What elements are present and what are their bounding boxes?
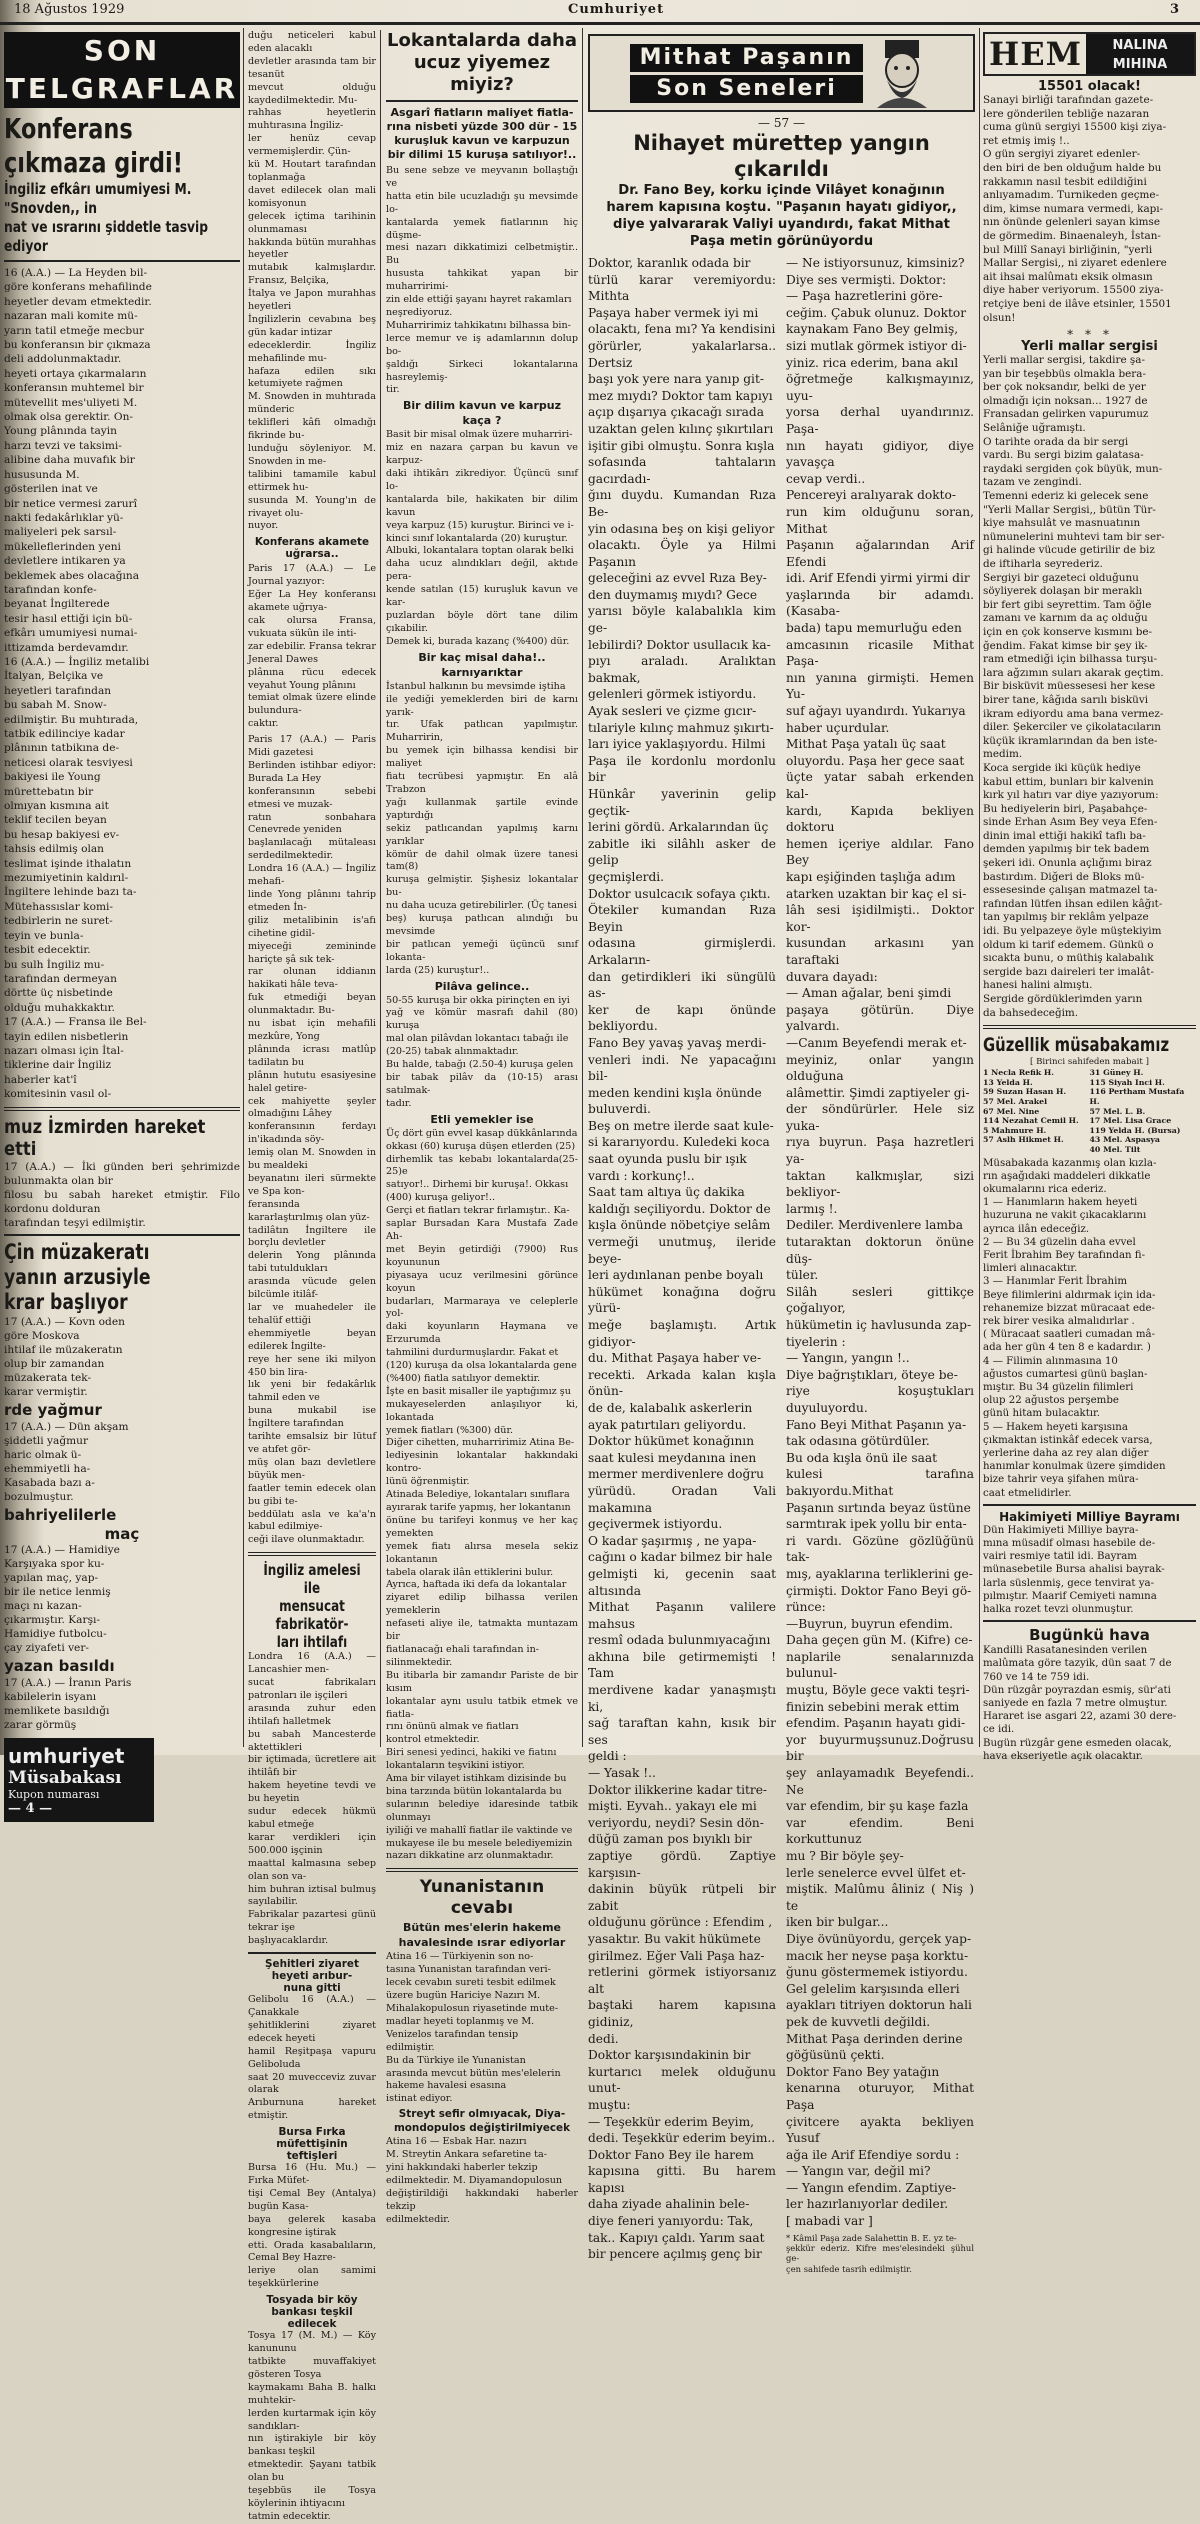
coupon-box <box>4 1738 154 1822</box>
article-body: Yerli mallar sergisi, takdire şa- yan bir teşebbüs olmakla bera- ber çok noksandır, belki de yer olmadığı için noksan... 1927 de Fransadan gelirken vapurumuz Selâniğe uğramıştı. O tarihte orada da bir sergi vardı. Bu sergi bizim galatasa- raydaki sergiden çok büyük, mun- tazam ve zengindi. Temenni ederiz ki gelecek sene "Yerli Mallar Sergisi,, bütün Tür- kiye mahsulât ve masnuatının nümunelerini muhtevi tam bir ser- gi halinde vücude getirilir de biz de iftiharla seyrederiz. Sergiyi bir gazeteci olduğunu söyliyerek dolaşan bir meraklı bir fert gibi seyrettim. Tam öğle zamanı ve karnım da aç olduğu için en çok konserve kısmını be- ğendim. Fakat kimse bir şey ik- ram etmediği için bilhassa turşu- lara ağzımın suları akarak geçtim. Bir bisküvit müessesesi her kese birer tane, kâğıda sarılı bisküvi ikram ediyordu ama bana vermez- diler. Şekerciler ve çikolatacıların küçük ikramlarından da ben iste- medim. Koca sergide iki küçük hediye kabul ettim, bunları bir kalvenin kırk yıl hatırı var diye yazıyorum: Bu hediyelerin biri, Paşabahçe- sinde Erhan Asım Bey veya Efen- dinin imal ettiği hakikî taflı ba- demden yapılmış bir tek badem şekeri idi. Onunla açlığımı biraz bastırdım. Diğeri de Bloks mü- essesesinde çalışan matmazel ta- rafından lütfen ihsan edilen kâğıt- tan yapılmış bir reklâm yelpaze idi. Bu yelpazeye öyle müştekiyim oldum ki tarif edemem. Günkü o sıcakta bunu, o müthiş kalabalık sergide bazı daireleri ter imalât- hanesi halini almıştı. Sergide gördüklerimden yarın da bahsedeceğim. <box>983 354 1165 1019</box>
article-body: Atina 16 — Türkiyenin son no- tasına Yunanistan tarafından veri- lecek cevabın sureti tesbit edilmek üzere bugün Hariciye Nazırı M. Mihalakopulosun riyasetinde mute- madlar heyeti toplanmış ve M. Venizelos tarafından tensip edilmiştir. Bu da Türkiye ile Yunanistan arasında mevcut bütün mes'elelerin hakeme havalesi esasına istinat ediyor. <box>386 1951 561 2105</box>
article-body: Üç dört gün evvel kasap dükkânlarında okkası (60) kuruşa düşen etlerden (25) dirhemlik tas kebabı lokantalarda(25-25)e satıyor!.. Dirhemi bir kuruşa!. Okkası (400) kuruşa geliyor!.. Gerçi et fiatları tekrar fırlamıştır.. Ka- saplar Bursadan Kara Mustafa Zade Ah- met Beyin getirdiği (7900) Rus koyununun piyasaya ucuz verilmesini görünce koyun budarları, Marmaraya ve celeplerle yol- daki koyunların Haymana ve Erzurumda tahmilini durdurmuşlardır. Fakat et (120) kuruşa da olsa lokantalarda gene (%400) fiatla satılıyor demektir. İşte en basit misaller ile yaptığımız şu mukayeselerden anlaşılıyor ki, lokantada yemek fiatları (%300) dür. Diğer cihetten, muharririmiz Atina Be- lediyesinin lokantalar hakkındaki kontro- lünü öğrenmiştir. Atinada Belediye, lokantaları sınıflara ayırarak tarife yapmış, her lokantanın önüne bu tarifeyi konmuş ve her kaç yemekten yemek fiatı alırsa mesela sekiz lokantanın tabela olarak ilân ettiklerini bulur. Ayrıca, haftada iki defa da lokantalar ziyaret edilip bilhassa verilen yemeklerin nefaseti aliye ile, tatmakta muntazam bir fiatlanacağı ehali tarafından in- silinmektedir. Bu itibarla bir zamandır Pariste de bir kısım lokantalar aynı usulu tatbik etmek ve fiatla- rını önünü almak ve fiatları kontrol etmektedir. Biri senesi yedinci, hakiki ve fiatını lokantaların teşvikini istiyor. Ama bir vilayet istihkam dizisinde bu bina tarzında bütün lokantalarda bu sularının belediye idaresinde tatbik olunmayı iyiliği ve mahallî fiatlar ile vaktinde ve mukayese ile bu mesele belediyemizin nazarı dikkatine arz olunmaktadır. <box>386 1127 578 1862</box>
subhead: nuna gitti <box>283 1982 341 1995</box>
divider <box>4 260 240 262</box>
contest-entry: 57 Aslh Hikmet H. <box>983 1135 1064 1145</box>
issue-date: 18 Ağustos 1929 <box>14 2 125 17</box>
headline: Konferans çıkmaza girdi! <box>4 112 183 179</box>
divider <box>248 1552 376 1556</box>
separator-stars: ∗ ∗ ∗ <box>1065 325 1114 340</box>
subhead: Etli yemekler ise <box>430 1112 534 1126</box>
page-number: 3 <box>1170 2 1180 17</box>
article-body: 17 (A.A.) — Dün akşam şiddetli yağmur haric olmak ü- ehemmiyetli ha- Kasabada bazı a- bozulmuştur. <box>4 1420 129 1503</box>
article-body: Müsabakada kazanmış olan kızla- rın aşağıdaki maddeleri dikkatle okumalarını rica ederiz. 1 — Hanımların hakem heyeti huzuruna ne vakit çıkacaklarını ayrıca ilân edeceğiz. 2 — Bu 34 güzelin daha evvel Ferit İbrahim Bey tarafından fi- limleri alınacaktır. 3 — Hanımlar Ferit İbrahim Beye filimlerini aldırmak için ida- rehanemize bizzat müracaat ede- rek birer vesika almalıdırlar . ( Müracaat saatleri cumadan mâ- ada her gün 4 ten 8 e kadardır. ) 4 — Filimin alınmasına 10 ağustos cumartesi günü başlan- mıştır. Bu 34 güzelin filimleri olup 22 ağustos perşembe günü hitam bulacaktır. 5 — Hakem heyeti karşısına çıkmaktan istinkâf edecek varsa, yerlerine daha az rey alan diğer hanımlar konulmak üzere şimdiden bize tahrir veya şifahen müra- caat etmelidirler. <box>983 1157 1166 1499</box>
article-body: — Ne istiyorsunuz, kimsiniz? Diye ses vermişti. Doktor: — Paşa hazretlerini göre- ceğim. Çabuk olunuz. Doktor kaynakam Fano Bey gelmiş, sizi mutlak görmek istiyor di- yiniz. rica ederim, bana akıl öğretmeğe kalkışmayınız, uyu- yorsa derhal uyandırınız. Paşa- nın hayatı gidiyor, diye yavaşça cevap verdi.. Pencereyi aralıyarak dokto- run kim olduğunu soran, Mithat Paşanın ağalarından Arif Efendi idi. Arif Efendi yirmi yirmi dir yaşlarında bir adamdı. (Kasaba- bada) tapu memurluğu eden amcasının ricasile Mithat Paşa- nın yanına girmişti. Hemen Yu- suf ağayı uyandırdı. Yukarıya haber uçurdular. Mithat Paşa yatalı üç saat oluyordu. Paşa her gece saat üçte yatar sabah erkenden kal- kardı, Kapıda bekliyen doktoru hemen içeriye aldılar. Fano Bey kapı eşiğinden taşlığa adım atarken uzaktan bir kaç el si- lâh sesi işidilmişti.. Doktor kor- kusundan arkasını yan taraftaki duvara dayadı: — Aman ağalar, beni şimdi paşaya götürün. Diye yalvardı. —Canım Beyefendi merak et- meyiniz, onlar yangın olduğuna alâmettir. Şimdi zaptiyeler gi- der söndürürler. Hele siz yuka- rıya buyrun. Paşa hazretleri ya- taktan kalkmışlar, sizi bekliyor- larmış !. Dediler. Merdivenlere lamba tutaraktan doktorun önüne düş- tüler. Silâh sesleri gittikçe çoğalıyor, hükümetin iç havlusunda zap- tiyelerin : — Yangın, yangın !.. Diye bağrıştıkları, öteye be- riye koşuştukları duyuluyordu. Fano Beyi Mithat Paşanın ya- tak odasına götürdüler. Bu oda kışla önü ile saat kulesi tarafına bakıyordu.Mithat Paşanın sırtında beyaz üstüne sarmtırak ipek yollu bir enta- ri vardı. Gözüne gözlüğünü tak- mış, ayaklarına terliklerini ge- çirmişti. Doktor Fano Beyi gö- rünce: —Buyrun, buyrun efendim. Daha geçen gün M. (Kifre) ce- naplarile senalarınızda bulunul- muştu, Böyle gece vakti teşri- finizin sebebini merak ettim efendim. Paşanın hayatı gidi- yor buyurmuşsunuz.Doğrusu bir şey anlayamadık Beyefendi.. Ne var efendim, bir şu kaşe fazla var efendim. Beni korkuttunuz mu ? Bir böyle şey- lerle senelerce evvel ülfet et- miştik. Malûmu âliniz ( Niş ) te iken bir bulgar... Diye övünüyordu, gerçek yap- macık her neyse paşa korktu- ğunu göstermemek istiyordu. Gel gelelim karşısında elleri ayakları titriyen doktorun hali pek de kuvvetli değildi. Mithat Paşa derinden derine göğüsünü çekti. Doktor Fano Bey yatağın kenarına oturuyor, Mithat Paşa çivitcere ayakta bekliyen Yusuf ağa ile Arif Efendiye sordu : — Yangın var, değil mi? — Yangın efendim. Zaptiye- ler hazırlanıyorlar dediler. [ mabadi var ] <box>786 256 974 2229</box>
column-rule <box>243 28 244 1747</box>
article-body: Paris 17 (A.A.) — Paris Midi gazetesi Berlinden istihbar ediyor: Burada La Hey konferansının sebebi etmesi ve muzak- ratın sonbahara Cenevrede yeniden başlanılacağı mütaleası serdedilmektedir. Londra 16 (A.A.) — İngiliz mehafi- linde Yong plânını tahrip etmeden İn- giliz metalibinin is'afı cihetine gidil- miyeceği zemininde hariçte şâ sık tek- rar olunan iddianın hakikati hâle teva- fuk etmediği beyan olunmaktadır. Bu- nu isbat için mehafili mezkûre, Yong plânında icrası matlûp tadilatın bu plânın hututu esasiyesine halel getire- cek mahiyette şeyler olmadığını Lâhey konferansının ferdayı in'ikadında söy- lemiş olan M. Snowden in bu mealdeki beyanatını ileri sürmekte ve Spa kon- feransında kararlaştırılmış olan yüz- tadilâtın İngiltere ile borçlu devletler delerin Yong plânında tabi tutuldukları arasında vücude gelen bilcümle itilâf- lar ve muahedeler ile tehalüf ettiği ehemmiyetle beyan edilerek İngilte- reye her sene iki milyon 450 bin lira- lık yeni bir fedakârlık tahmil eden ve buna mukabil ise İngiltere tarafından tarihte emsalsiz bir lütuf ve atıfet gör- müş olan bazı devletlere büyük men- faatler temin edecek olan bu gibi te- beddülatı asla ve ka'a'n kabul edilmiye- ceği ilave olunmaktadır. <box>248 734 376 1546</box>
subheadline: kuruşluk kavun ve karpuzun <box>394 134 570 147</box>
subhead: Bir kaç misal daha!.. <box>418 650 546 664</box>
subhead: Şehitleri ziyaret heyeti arıbur- <box>265 1958 359 1983</box>
divider <box>386 1868 578 1872</box>
article-body: Gelibolu 16 (A.A.) — Çanakkale şehitliklerini ziyaret edecek heyeti hamil Reşitpaşa vapuru Geliboluda saat 20 muvecceviz zuvar olarak Arıburnuna hareket etmiştir. <box>248 1994 376 2122</box>
contest-entry: 59 Suzan Hasan H. <box>983 1087 1067 1097</box>
subheadline: bir dilimi 15 kuruşa satılıyor!.. <box>387 148 577 161</box>
masthead-name: Cumhuriyet <box>568 2 665 17</box>
subhead: Streyt sefir olmıyacak, Diya- <box>398 2108 566 2121</box>
contest-entry: 114 Nezahat Cemil H. <box>983 1116 1079 1126</box>
article-body: Londra 16 (A.A.) — Lancashier men- sucat fabrikaları patronları ile işçileri arasında zuhur eden ihtilafı halletmek bu sabah Mancesterde aktettikleri bir içtimada, ücretlere ait ihtilâfı bir hakem heyetine tevdi ve bu heyetin sudur edecek hükmü kabul etmeğe karar verdikleri için 500.000 işçinin maattal kalmasına sebep olan son va- him buhran iztisal bulmuş sayılabilir. Fabrikalar pazartesi günü tekrar işe başlıyacaklardır. <box>248 1651 376 1947</box>
subhead: kaça ? <box>462 414 502 428</box>
portrait-illustration <box>871 38 933 108</box>
serial-title: Mithat Paşanın <box>630 44 864 72</box>
subheadline: nat ve ısrarını şiddetle tasvip ediyor <box>4 218 209 255</box>
headline: krar başlıyor <box>4 1289 128 1314</box>
column-restaurants <box>380 330 578 1747</box>
subhead: 15501 olacak! <box>1038 79 1141 94</box>
subhead: Bugünkü hava <box>1029 1626 1150 1645</box>
installment-number: — 57 — <box>758 116 805 130</box>
column-title: MIHINA <box>1112 57 1168 72</box>
coupon-number: — 4 — <box>8 1800 53 1816</box>
subhead: Hakimiyeti Milliye Bayramı <box>999 1509 1180 1524</box>
serial-title: Son Seneleri <box>630 75 864 103</box>
article-body: Paris 17 (A.A.) — Le Journal yazıyor: Eğer La Hey konferansı akamete uğrıya- cak olursa Fransa, vukuata sükûn ile inti- zar edebilir. Fransa tekrar Jeneral Dawes plânına rücu edecek veyahut Young plânını temiat olmak üzere elinde bulundura- caktır. <box>248 563 376 730</box>
headline: yanın arzusiyle <box>4 1264 151 1289</box>
headline: Çin müzakeratı <box>4 1239 150 1264</box>
article-body: 50-55 kuruşa bir okka pirinçten en iyi yağ ve kömür masrafı dahil (80) kuruşa mal olan pilâvdan lokantacı tabağı ile (20-25) tabak alınmaktadır. Bu halde, tabağı (2.50-4) kuruşa gelen bir tabak pilâv da (10-15) arası satılmak- tadır. <box>386 994 578 1109</box>
article-body: duğu neticeleri kabul eden alacaklı devletler arasında tam bir tesanüt mevcut olduğu kaydedilmektedir. Mu- rahhas heyetlerin muhtırasına İngiliz- ler henüz cevap vermemişlerdir. Çün- kü M. Houtart tarafından toplanmağa davet edilecek olan mali komisyonun gelecek içtima tarihinin olunmaması hakkında bütün murahhas heyetler mutabık kalmışlardır. Fransız, Belçika, İtalya ve Japon murahhas heyetleri İngilizlerin cevabına beş gün kadar intizar edeceklerdir. İngiliz mehafilinde mu- hafaza edilen sıkı ketumiyete rağmen M. Snowden in muhtırada münderic teklifleri kâfi olmadığı fikrinde bu- lunduğu söyleniyor. M. Snowden in me- talibini tamamile kabul ettirmek hu- susunda M. Young'ın de rivayet olu- nuyor. <box>248 30 376 532</box>
headline: rde yağmur <box>4 1400 102 1419</box>
contest-entry: 57 Mel. Arakel <box>983 1096 1048 1106</box>
contest-caption: [ Birinci sahifeden mabait ] <box>1030 1057 1149 1068</box>
subhead: Yerli mallar sergisi <box>1021 339 1158 355</box>
contest-entry: 31 Güney H. <box>1089 1068 1144 1078</box>
subheadline: Asgarî fiatların maliyet fiatla- <box>390 106 574 119</box>
headline: muz İzmirden hareket etti <box>4 1115 206 1160</box>
serial-body <box>588 255 975 2274</box>
contest-entry: 17 Mel. Lisa Grace <box>1089 1116 1172 1126</box>
divider <box>248 1952 376 1954</box>
headline: Güzellik müsabakamız <box>983 1034 1170 1057</box>
headline: mensucat fabrikatör- <box>275 1597 349 1634</box>
article-body: Dün Hakimiyeti Milliye bayra- mına müsadif olması hasebile de- vairi resmiye tatil idi. Bayram münasebetile Bursa ahalisi bayrak- larla süslenmiş, gece tenvirat ya- pılmıştır. Maarif Cemiyeti namına halka rozet tevzi olunmuştur. <box>983 1524 1165 1616</box>
footnote: * Kâmil Paşa zade Salahettin B. E. yz te- şekkür ederiz. Kifre mes'elesindeki şühul ge- çen sahifede tasrih edilmiştir. <box>786 2232 974 2274</box>
headline: ucuz yiyemez miyiz? <box>413 52 551 95</box>
article-body: Kandilli Rasatanesinden verilen malûmata göre tazyik, dün saat 7 de 760 ve 14 te 759 idi. Dün rüzgâr poyrazdan esmiş, sür'ati saniyede en fazla 7 metre olmuştur. Hararet ise asgari 22, azami 30 dere- ce idi. Bugün rüzgâr gene esmeden olacak, hava ekseriyetle açık olacaktır. <box>983 1645 1177 1762</box>
column-serial <box>588 30 975 2274</box>
coupon-title: umhuriyet <box>8 1743 125 1768</box>
column-title: NALINA <box>1112 38 1168 53</box>
column-title-box <box>983 32 1196 76</box>
column-rule <box>979 28 980 1747</box>
contest-entry: 43 Mel. Aspasya <box>1089 1135 1160 1145</box>
subheadline: harem kapısına koştu. "Paşanın hayatı gidiyor,, <box>606 200 957 215</box>
subheadline: Dr. Fano Bey, korku içinde Vilâyet konağının <box>618 183 945 198</box>
contest-list <box>983 1068 1196 1154</box>
subhead: teftişleri <box>286 2150 338 2163</box>
divider <box>4 1107 240 1111</box>
column-right <box>983 30 1196 1762</box>
subhead: Pilâva gelince.. <box>434 979 530 993</box>
subhead: Tosyada bir köy bankası teşkil <box>266 2294 358 2319</box>
subhead: Bursa Fırka müfettişinin <box>276 2126 348 2151</box>
divider <box>983 1620 1196 1622</box>
article-body: Tosya 17 (M. M.) — Köy kanununu tatbikte muvaffakiyet gösteren Tosya kaymakamı Baha B. halkı muhtekir- lerden kurtarmak için köy sandıkları- nın iştirakiyle bir köy bankası teşkil etmektedir. Şayanı tatbik olan bu teşebbüs ile Tosya köylerinin ihtiyacını tatmin edecektir. <box>248 2330 376 2522</box>
article-body: Doktor, karanlık odada bir türlü karar veremiyordu: Mithta Paşaya haber vermek iyi mi olacaktı, fena mı? Ya kendisini görürler, yakalarlarsa.. Dertsiz başı yok yere nara yanıp git- mez mıydı? Doktor tam kapıyı açıp dışarıya çıkacağı sırada uzaktan gelen kılınç şıkırtıları işitir gibi olmuştu. Sonra kışla sofasında tahtaların gacırdadı- ğını duydu. Kumandan Rıza Be- yin odasına beş on kişi geliyor olacaktı. Öyle ya Hilmi Paşanın geleceğini az evvel Rıza Bey- den duymamış mıydı? Gece yarısı böyle kalabalıkla kim ge- lebilirdi? Doktor usullacık ka- pıyı araladı. Aralıktan bakmak, gelenleri görmek istiyordu. Ayak sesleri ve çizme gıcır- tılariyle kılınç mahmuz şıkırtı- ları iyice yaklaşıyordu. Hilmi Paşa ile kordonlu mordonlu bir Hünkâr yaverinin gelip geçtik- lerini gördü. Arkalarından üç zabitle iki silâhlı asker de gelip geçmişlerdi. Doktor usulcacık sofaya çıktı. Ötekiler kumandan Rıza Beyin odasına girmişlerdi. Arkaların- dan getirdikleri iki süngülü as- ker de kapı önünde bekliyordu. Fano Bey yavaş yavaş merdi- venleri indi. Ne yapacağını bil- meden kendini kışla önünde buluverdi. Beş on metre ilerde saat kule- si kararıyordu. Kuledeki koca saat oyunda puslu bir ışık vardı : korkunç!.. Saat tam altıya üç dakika kaldığı seçiliyordu. Doktor de kışla önünde nöbetçiye selâm vermeği unutmuş, ileride beye- leri aydınlanan penbe boyalı hükümet konağına doğru yürü- meğe başlamıştı. Artık gidiyor- du. Mithat Paşaya haber ve- recekti. Arkada kalan kışla önün- de de, kalabalık askerlerin ayak patırtıları geliyordu. Doktor hükümet konağının saat kulesi meydanına inen mermer merdivenlere doğru yürüdü. Oradan Vali makamına geçivermek istiyordu. O kadar şaşırmış , ne yapa- cağını o kadar bilmez bir hale gelmişti ki, gecenin saat altısında Mithat Paşanın valilere mahsus resmî odada bulunmıyacağını akhına bile getirmemişti ! Tam merdivene kadar yanaşmıştı ki, sağ taraftan kahn, kısık bir ses geldi : — Yasak !.. Doktor ilikkerine kadar titre- mişti. Eyvah.. yakayı ele mi veriyordu, neydi? Sesin dön- düğü zaman pos bıyıklı bir zaptiye gördü. Zaptiye karşısın- dakinin büyük rütpeli bir zabit olduğunu görünce : Efendim , yasaktır. Bu vakit hükümete girilmez. Eğer Vali Paşa haz- retlerini görmek istiyorsanız alt baştaki harem kapısına gidiniz, dedi. Doktor karşısındakinin bir kurtarıcı melek olduğunu unut- muştu: — Teşekkür ederim Beyim, dedi. Teşekkür ederim beyim.. Doktor Fano Bey ile harem kapısına gitti. Bu harem kapısı daha ziyade ahalinin bele- diye feneri yanıyordu: Tak, tak.. Kapıyı çaldı. Yarım saat bir pencere açılmış genç bir <box>588 256 776 2262</box>
article-body: 17 (A.A.) — İki günden beri şehrimizde bulunmakta olan bir filosu bu sabah hareket etmiştir. Filo kordonu dolduran tarafından teşyi edilmiştir. <box>4 1160 240 1229</box>
coupon-label: Kupon numarası <box>8 1787 100 1801</box>
subhead: mondopulos değiştirilmiyecek <box>393 2122 571 2135</box>
article-body: 16 (A.A.) — La Heyden bil- göre konferans mehafilinde heyetler devam etmektedir. nazaran mali komite mü- yarın tatil etmeğe mecbur bu konferansın bir çıkmaza deli addolunmaktadır. heyeti ortaya çıkarmaların konferansın muhtemel bir mütevellit mes'uliyeti M. olmak olsa gerektir. On- Young plânında tayin harzı tevzi ve taksimi- alibine daha muvafık bir hususunda M. gösterilen inat ve bir netice vermesi zarurî nakti fedakârlıklar yü- maliyeleri pek sarsıl- mükelleflerinden yeni devletlere intikaren ya beklemek abes olacağına tarafından konfe- beyanat İngilterede tesir hasıl ettiği için bü- efkârı umumiyesi numai- ittizamda berdevamdır. 16 (A.A.) — İngiliz metalibi İtalyan, Belçika ve heyetleri tarafından bu sabah M. Snow- edilmiştir. Bu muhtırada, tatbik edilinciye kadar plânının tatbikına de- neticesi olarak tesviyesi bakiyesi ile Young mürettebatın bir olmıyan kısmına ait teklif tecilen beyan bu hesap bakiyesi ev- tahsis edilmiş olan teslimat işinde ithalatın mezumiyetinin kaldırıl- İngiltere lehinde bazı ta- Mütehassıslar komi- tedbirlerin ne suret- teyin ve bunla- tesbit edecektir. bu sulh İngiliz mu- tarafından dermeyan dörtte üç nisbetinde olduğu muhakkaktır. 17 (A.A.) — Fransa ile Bel- tayin edilen nisbetlerin nazarı olması için İtal- tiklerine dair İngiliz haberler kat'î komitesinin vasıl ol- <box>4 267 152 1101</box>
article-body: Atina 16 — Esbak Har. nazırı M. Streytin Ankara sefaretine ta- yini hakkındaki haberler tekzip edilmektedir. M. Diyamandopulosun değiştirildiği hakkındaki haberler tekzip edilmektedir. <box>386 2136 578 2225</box>
article-body: 17 (A.A.) — Kovn oden göre Moskova ihtilaf ile müzakeratın olup bir zamandan müzakerata tek- karar vermiştir. <box>4 1315 125 1398</box>
article-body: Sanayi birliği tarafından gazete- lere gönderilen tebliğe nazaran cuma günü sergiyi 15500 kişi ziya- ret etmiş imiş !.. O gün sergiyi ziyaret edenler- den biri de ben olduğum halde bu rakkamın nasıl tesbit edildiğini anlıyamadım. Turnikeden geçme- dim, kimse numara vermedi, kapı- nın önünde gelenleri sayan kimse de görmedim. Binaenaleyh, İstan- bul Millî Sanayi birliğinin, "yerli Mallar Sergisi,, ni ziyaret edenlere ait ihsai malûmatı eksik olmasın diye haber veriyorum. 15500 ziya- retçiye beni de ilâve etsinler, 15501 olsun! <box>983 94 1172 324</box>
article-body: 17 (A.A.) — İranın Paris kabilelerin isyanı memlikete basıldığı zarar görmüş <box>4 1676 132 1731</box>
contest-entry: 13 Yelda H. <box>983 1077 1033 1087</box>
headline: ları ihtilafı <box>276 1633 348 1652</box>
section-banner: SON TELGRAFLAR <box>4 32 240 108</box>
contest-entry: 57 Mel. L. B. <box>1089 1106 1146 1116</box>
subheadline: rına nisbeti yüzde 300 dür - 15 <box>386 120 578 133</box>
column-title: HEM <box>989 35 1083 73</box>
headline: Yunanistanın cevabı <box>419 1877 545 1919</box>
divider <box>983 1504 1196 1506</box>
column-telegrams <box>4 30 240 1816</box>
subhead: Bir dilim kavun ve karpuz <box>402 399 562 413</box>
contest-entry: 5 Mahmure H. <box>983 1125 1047 1135</box>
subhead: Konferans akamete uğrarsa.. <box>254 536 370 561</box>
header-rule <box>0 22 1200 25</box>
article-body: Basit bir misal olmak üzere muharriri- miz en nazara çarpan bu kavun ve karpuz- daki ihtikârı zikrediyor. Üçüncü sınıf lo- kantalarda bile, hakikaten bir dilim kavun veya karpuz (15) kuruştur. Birinci ve i- kinci sınıf lokantalarda (20) kuruştur. Albuki, lokantalara toptan olarak belki daha ucuz alındıkları değil, aktıde pera- kende satılan (15) kuruşluk kavun ve kar- puzlardan böyle dört tane dilim çıkabilir. Demek ki, burada kazanç (%400) dür. <box>386 429 578 647</box>
contest-entry: 119 Yelda H. (Bursa) <box>1089 1125 1181 1135</box>
headline: bahriyelilerle <box>4 1505 117 1524</box>
headline: Nihayet mürettep yangın çıkarıldı <box>633 131 930 181</box>
headline: İngiliz amelesi ile <box>263 1561 361 1598</box>
serial-banner <box>588 34 975 112</box>
divider <box>983 1025 1196 1029</box>
contest-list-left <box>983 1068 1090 1154</box>
article-body: 17 (A.A.) — Hamidiye Karşıyaka spor ku- yapılan maç, yap- bir ile netice lenmiş maçı nı kazan- çıkarmıştır. Karşı- Hamidiye futbolcu- çay ziyafeti ver- <box>4 1543 120 1654</box>
subhead: edilecek <box>287 2318 337 2331</box>
subheadline: İngiliz efkârı umumiyesi M. "Snovden,, in <box>4 180 192 217</box>
subheadline: diye yalvararak Valiyi uyandırdı, fakat Mithat <box>613 217 950 232</box>
contest-list-right <box>1090 1068 1197 1154</box>
headline: maç <box>104 1524 140 1543</box>
contest-entry: 67 Mel. Nine <box>983 1106 1040 1116</box>
contest-entry: 1 Necla Refik H. <box>983 1068 1055 1078</box>
coupon-title: Müsabakası <box>8 1767 122 1788</box>
subheadline: Paşa metin görünüyordu <box>689 234 874 249</box>
article-body: Bursa 16 (Hu. Mu.) — Fırka Müfet- tişi Cemal Bey (Antalya) bugün Kasa- baya gelerek kasaba kongresine iştirak etti. Orada kasabalıların, Cemal Bey Hazre- leriye olan samimi teşekkürlerine <box>248 2162 376 2290</box>
contest-entry: 116 Pertham Mustafa H. <box>1089 1087 1185 1106</box>
column-rule <box>582 28 583 1747</box>
article-body: Bu sene sebze ve meyvanın bollaştığı ve hatta etin bile ucuzladığı şu mevsimde lo- kantalarda yemek fiatlarının hiç düşme- mesi nazarı dikkatimizi celbetmiştir.. Bu hususta tahkikat yapan bir muharririmi- zin elde ettiği şayanı hayret rakamları neşrediyoruz. Muharririmiz tahkikatını bilhassa bin- lerce memur ve iş adamlarının dolup bo- şaldığı Sirkeci lokantalarına hasreylemiş- tir. <box>386 165 578 396</box>
headline: Lokantalarda daha <box>386 30 577 51</box>
divider <box>4 1234 240 1236</box>
subhead: havalesinde ısrar ediyorlar <box>398 1936 566 1950</box>
contest-entry: 115 Siyah Inci H. <box>1089 1077 1165 1087</box>
contest-entry: 40 Mel. Tilt <box>1089 1144 1141 1154</box>
subhead: Bütün mes'elerin hakeme <box>402 1921 561 1935</box>
divider <box>386 100 578 102</box>
subhead: karnıyarıktar <box>441 665 523 679</box>
article-body: İstanbul halkının bu mevsimde iştiha ile yediği yemeklerden biri de karnı yarık- tır. Ufak patlıcan yapılmıştır. Muharririn, bu yemek için bilhassa kendisi bir maliyet fiatı tecrübesi yapmıştır. En alâ Trabzon yağı kullanmak şartile evinde yaptırdığı sekiz patlıcandan yapılmış karnı yarıklar kömür de dahil olmak üzere tanesi tam(8) kuruşa gelmiştir. Şişhesiz lokantalar bu- nu daha ucuza getirebilirler. (Üç tanesi beş) kuruşa patlıcan alındığı bu mevsimde bir patlıcan yemeği üçüncü sınıf lokanta- larda (25) kuruştur!.. <box>386 680 578 976</box>
headline: yazan basıldı <box>4 1656 115 1675</box>
column-news <box>248 30 376 2522</box>
